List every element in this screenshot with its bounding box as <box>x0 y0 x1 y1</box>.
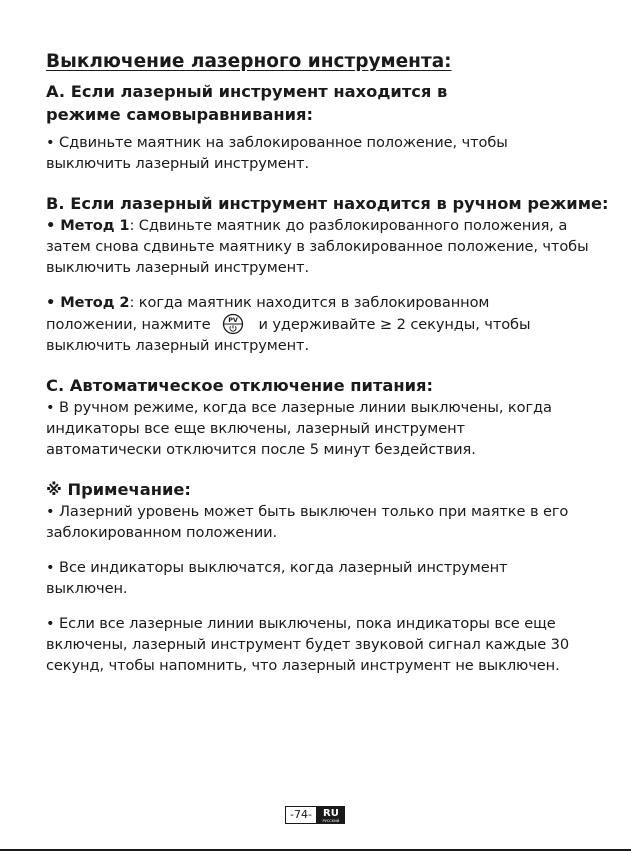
method-2-text-before: : когда маятник находится в заблокированном положении, нажмите <box>46 294 490 333</box>
section-a-text: • Сдвиньте маятник на заблокированное положение, чтобы выключить лазерный инструмент. <box>46 134 508 172</box>
page-number: -74- <box>285 806 317 824</box>
note-heading: ※ Примечание: <box>46 480 191 499</box>
language-name: РУССКИЙ <box>322 818 340 823</box>
page-title: Выключение лазерного инструмента: <box>46 51 452 72</box>
note-item-3: • Если все лазерные линии выключены, пока индикаторы все еще включены, лазерный инструмент будет звуковой сигнал каждые 30 секунд, чтобы напомнить, что лазерный инструмент не выключен. <box>46 615 570 674</box>
note-item-1: • Лазерний уровень может быть выключен только при маятке в его заблокированном положении. <box>46 503 569 541</box>
section-c-text: • В ручном режиме, когда все лазерные линии выключены, когда индикаторы все еще включены, лазерный инструмент автоматически отключится после 5 минут бездействия. <box>46 399 552 458</box>
language-code: RU <box>323 807 339 819</box>
note-item-2: • Все индикаторы выключатся, когда лазерный инструмент выключен. <box>46 559 508 597</box>
manual-page <box>46 50 609 676</box>
section-a-heading: A. Если лазерный инструмент находится в режиме самовыравнивания: <box>46 82 448 124</box>
method-1-paragraph <box>46 215 591 278</box>
method-2-label: • Метод 2 <box>46 294 130 311</box>
section-c-heading: C. Автоматическое отключение питания: <box>46 376 433 395</box>
pv-power-button-icon <box>220 313 246 335</box>
method-2-paragraph <box>46 292 546 356</box>
language-badge <box>317 806 345 824</box>
method-1-text: : Сдвиньте маятник до разблокированного положения, а затем снова сдвиньте маятнику в заблокированное положение, чтобы выключить лазерный инструмент. <box>46 217 589 276</box>
svg-text:PV: PV <box>228 316 239 324</box>
method-1-label: • Метод 1 <box>46 217 130 234</box>
method-2-text-after: и удерживайте ≥ 2 секунды, чтобы выключить лазерный инструмент. <box>46 316 531 354</box>
section-b-heading: B. Если лазерный инструмент находится в ручном режиме: <box>46 194 609 213</box>
page-footer <box>285 806 345 824</box>
